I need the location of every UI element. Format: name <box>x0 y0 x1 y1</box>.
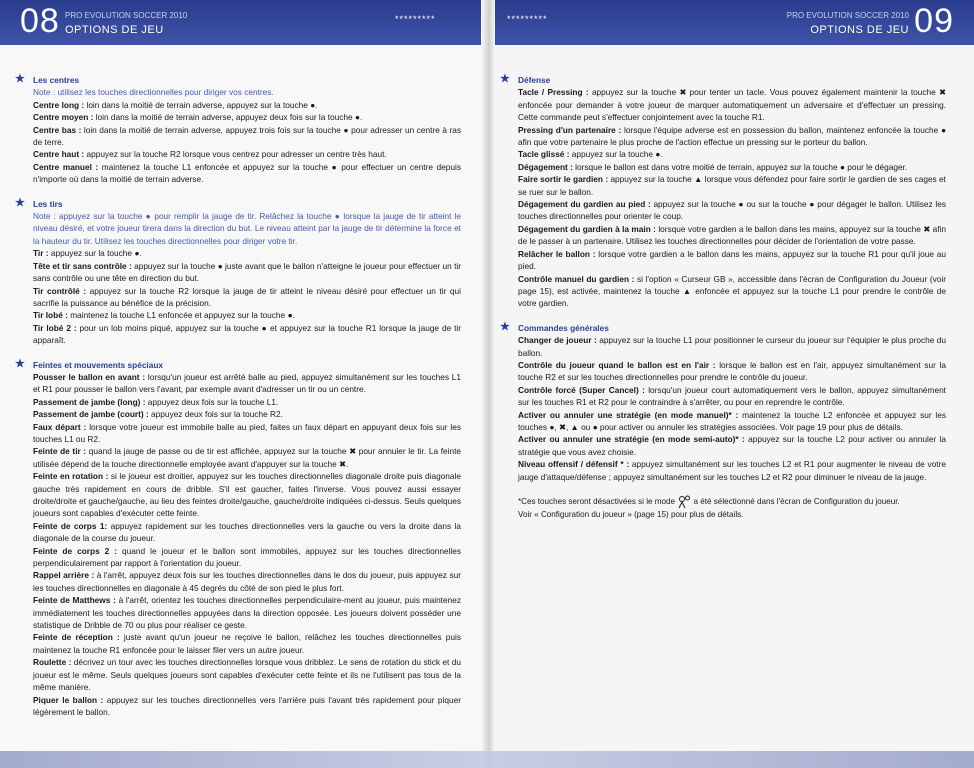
control-text: appuyez deux fois sur la touche L1. <box>145 396 279 407</box>
section-heading-text: Défense <box>518 75 551 85</box>
star-icon: ★ <box>15 196 25 209</box>
control-text: à l'arrêt, appuyez deux fois sur les touches directionnelles dans le dos du joueur, puis appuyez sur les touches directionnelles en diagonale à 45 degrés du côté de son pied le plus fort. <box>33 570 461 593</box>
sections_right-section <box>500 73 946 310</box>
control-text: lorsque votre gardien a le ballon dans les mains, appuyez sur la touche ✖ afin de le passer à un partenaire. Utilisez les touches directionnelles pour décider de l'orientation de votre passe. <box>518 223 946 247</box>
control-text: loin dans la moitié de terrain adverse, appuyez deux fois sur la touche ●. <box>93 112 363 123</box>
section-heading-text: Feintes et mouvements spéciaux <box>33 359 164 370</box>
control-label: Centre haut : <box>33 149 85 160</box>
control-label: Feinte de corps 2 : <box>33 545 118 556</box>
control-description <box>33 656 461 693</box>
control-description <box>33 470 461 520</box>
control-text: lorsque votre joueur est immobile balle au pied, faites un faux départ en appuyant deux fois sur les touches L1 ou R2. <box>33 421 461 444</box>
section-heading-text: Les tirs <box>33 198 63 209</box>
control-label: Passement de jambe (court) : <box>33 409 149 420</box>
section-heading <box>15 73 461 86</box>
control-label: Centre manuel : <box>33 161 99 172</box>
control-text: appuyez deux fois sur la touche R2. <box>148 409 283 420</box>
control-description <box>33 260 461 285</box>
control-description <box>33 694 461 719</box>
control-text: si l'option « Curseur GB », accessible dans l'écran de Configuration du Joueur (voir page 15), est activée, maintenez la touche ▲ enfoncée et appuyez sur la touche L1 pour prendre le contrôle de votre gardien. <box>518 273 946 309</box>
control-label: Tir : <box>33 248 49 259</box>
control-text: appuyez sur les touches directionnelles vers l'arrière puis l'avant très rapidement pour piquer légèrement le ballon. <box>33 694 461 717</box>
control-description <box>33 111 461 123</box>
left-series-label: PRO EVOLUTION SOCCER 2010 <box>65 11 188 20</box>
right-header-bar <box>487 0 974 45</box>
section-heading <box>500 73 946 86</box>
control-label: Feinte de Matthews : <box>33 595 116 606</box>
control-label: Tir lobé : <box>33 310 68 321</box>
control-description <box>33 161 461 186</box>
control-label: Faux départ : <box>33 421 87 432</box>
control-description <box>33 421 461 446</box>
control-label: Pousser le ballon en avant : <box>33 371 146 382</box>
control-text: appuyez sur la touche ● ou sur la touche ● pour dégager le ballon. Utilisez les touches directionnelles pour orienter le coup. <box>518 199 946 222</box>
footnote <box>518 495 946 521</box>
footnote-text-1a: *Ces touches seront désactivées si le mode <box>518 497 676 507</box>
control-description <box>518 148 946 160</box>
control-description <box>33 396 461 408</box>
control-text: lorsqu'un joueur est arrêté balle au pied, appuyez simultanément sur les touches L1 et R1 pour pousser le ballon vers l'avant, par exemple avant d'adresser un tir ou un centre. <box>33 371 461 395</box>
control-description <box>33 99 461 111</box>
control-text: juste avant qu'un joueur ne reçoive le ballon, relâchez les touches directionnelles puis maintenez la touche R1 enfoncée pour le laisser filer vers un autre joueur. <box>33 632 462 655</box>
control-description <box>33 520 461 545</box>
control-description <box>518 248 946 273</box>
control-text: maintenez la touche L2 enfoncée et appuyez sur les touches ●, ✖, ▲ ou ● pour activer ou annuler les stratégies associées. Voir page 19 pour plus de détails. <box>518 409 947 432</box>
left-page-number: 08 <box>20 2 60 40</box>
page-gutter <box>481 0 495 768</box>
control-description <box>518 273 946 310</box>
control-label: Activer ou annuler une stratégie (en mode manuel)* : <box>518 409 739 420</box>
control-text: appuyez sur la touche ✖ pour tenter un tacle. Vous pouvez également maintenir la touche ✖ enfoncée pour demander à votre joueur de marquer automatiquement un adversaire et d'effectuer un pressing. Cette commande peut s'effectuer conjointement avec la touche R1. <box>518 87 946 123</box>
control-description <box>33 124 461 149</box>
star-icon: ★ <box>500 320 510 333</box>
control-label: Rappel arrière : <box>33 570 95 581</box>
control-description <box>518 384 946 409</box>
control-text: lorsque le ballon est en l'air, appuyez simultanément sur la touche R2 et sur les touches directionnelles pour prendre le contrôle du joueur. <box>518 359 946 383</box>
sections_left-section <box>15 73 461 186</box>
control-text: maintenez la touche L1 enfoncée et appuyez sur la touche ●. <box>67 310 295 321</box>
control-text: à l'arrêt, orientez les touches directionnelles perpendiculaire-ment au joueur, puis maintenez immédiatement les touches directionnelles appuyées dans la direction opposée. Les joueurs doivent posséder une statistique de Dribble de 70 ou plus pour réaliser ce geste. <box>33 595 461 631</box>
control-text: appuyez sur la touche ●. <box>569 149 663 160</box>
control-description <box>33 148 461 160</box>
section-note: Note : utilisez les touches directionnelles pour diriger vos centres. <box>33 87 274 98</box>
control-text: décrivez un tour avec les touches directionnelles lorsque vous dribblez. Le sens de rotation du stick et du joueur est le même. Seuls quelques joueurs sont capables d'exécuter cette feinte et ils ne l'utilisent pas tous de la même manière. <box>33 657 461 693</box>
star-icon: ★ <box>15 357 25 370</box>
left-content-column <box>15 73 462 730</box>
left-stars: ********* <box>395 14 436 24</box>
section-heading <box>15 357 461 371</box>
control-description <box>33 309 461 321</box>
footnote-text-1b: a été sélectionné dans l'écran de Configuration du joueur. <box>691 497 900 507</box>
control-description <box>33 594 461 631</box>
control-label: Contrôle manuel du gardien : <box>518 273 635 284</box>
control-label: Tir lobé 2 : <box>33 322 77 333</box>
control-text: lorsque l'équipe adverse est en possession du ballon, maintenez enfoncée la touche ● afin que votre partenaire le plus proche de l'action effectue un pressing sur le porteur du ballon. <box>518 124 946 148</box>
control-label: Feinte en rotation : <box>33 471 109 482</box>
control-label: Dégagement : <box>518 161 573 172</box>
control-description <box>33 408 461 420</box>
control-text: lorsqu'un joueur court automatiquement vers le ballon, appuyez simultanément sur les touches R1 et R2 pour le contraindre à s'arrêter, ou pour en reprendre le contrôle. <box>518 384 946 408</box>
control-description <box>518 223 946 248</box>
control-description <box>518 433 946 458</box>
right-page-number: 09 <box>914 2 954 40</box>
control-text: appuyez simultanément sur les touches L2 et R1 pour augmenter le niveau de votre jauge d'attaque/défense ; appuyez simultanément sur les touches L2 et R2 pour diminuer le niveau de la jauge. <box>518 459 946 482</box>
right-series-label: PRO EVOLUTION SOCCER 2010 <box>786 11 909 20</box>
control-description <box>33 247 461 259</box>
control-label: Feinte de tir : <box>33 446 87 457</box>
control-text: appuyez rapidement sur les touches directionnelles vers la gauche ou vers la droite dans la diagonale de la course du joueur. <box>33 520 461 544</box>
control-label: Centre long : <box>33 99 85 110</box>
right-content-column <box>500 73 947 521</box>
section-heading-text: Commandes générales <box>518 322 609 333</box>
control-label: Roulette : <box>33 657 72 668</box>
control-label: Feinte de réception : <box>33 632 120 643</box>
control-text: maintenez la touche L1 enfoncée et appuyez sur la touche ● pour effectuer un centre depuis n'importe où dans la moitié de terrain adverse. <box>33 161 461 185</box>
sections_left-section <box>15 357 462 719</box>
control-label: Contrôle du joueur quand le ballon est en l'air : <box>518 359 716 370</box>
control-label: Niveau offensif / défensif * : <box>518 459 630 470</box>
control-label: Piquer le ballon : <box>33 694 104 705</box>
sections_right-section <box>500 320 947 483</box>
section-heading <box>500 320 946 334</box>
control-text: appuyez sur la touche ● juste avant que le ballon n'atteigne le joueur pour effectuer un tir sans contrôle ou une tête en direction du but. <box>33 260 461 284</box>
control-label: Tête et tir sans contrôle : <box>33 260 132 271</box>
player-mode-icon <box>677 495 691 509</box>
control-description <box>518 161 946 173</box>
control-label: Dégagement du gardien à la main : <box>518 223 656 234</box>
star-icon: ★ <box>15 73 25 85</box>
page-footer-band <box>0 751 974 768</box>
control-description <box>33 569 461 594</box>
control-label: Pressing d'un partenaire : <box>518 124 622 135</box>
control-label: Dégagement du gardien au pied : <box>518 199 651 210</box>
control-description <box>33 631 461 656</box>
control-text: si le joueur est droitier, appuyez sur les touches directionnelles diagonale droite puis diagonale gauche très rapidement en cours de dribble. S'il est gaucher, faites l'inverse. Vous pouvez aussi essayer droite/droite et gauche/gauche, au lieu des feintes droite/gauche, gauche/droite indiquées ci-dessus. Seuls quelques joueurs sont capables d'exécuter cette feinte. <box>33 471 461 519</box>
section-heading <box>15 196 461 210</box>
left-section-title: OPTIONS DE JEU <box>65 24 164 36</box>
control-text: loin dans la moitié de terrain adverse, appuyez sur la touche ●. <box>84 99 318 110</box>
control-text: pour un lob moins piqué, appuyez sur la touche ● et appuyez sur la touche R1 lorsque la jauge de tir apparaît. <box>33 322 461 346</box>
control-label: Centre moyen : <box>33 112 94 123</box>
control-text: appuyez sur la touche ▲ lorsque vous défendez pour faire sortir le gardien de ses cages et se ruer sur le ballon. <box>518 174 946 197</box>
control-description <box>33 322 461 347</box>
control-description <box>33 371 461 396</box>
section-heading-text: Les centres <box>33 75 80 85</box>
sections_left-section <box>15 196 461 347</box>
control-label: Activer ou annuler une stratégie (en mode semi-auto)* : <box>518 434 745 445</box>
right-stars: ********* <box>507 14 548 24</box>
control-description <box>518 409 946 434</box>
control-label: Tacle glissé : <box>518 149 570 160</box>
control-description <box>518 124 946 149</box>
control-text: appuyez sur la touche ●. <box>48 248 142 259</box>
control-text: lorsque le ballon est dans votre moitié de terrain, appuyez sur la touche ● pour le dégager. <box>572 161 908 172</box>
control-description <box>518 359 946 384</box>
control-label: Tacle / Pressing : <box>518 87 589 98</box>
section-note: Note : appuyez sur la touche ● pour remplir la jauge de tir. Relâchez la touche ● lorsque la jauge de tir atteint le niveau désiré, et votre joueur tirera dans la direction du but. Le niveau atteint par la jauge de tir détermine la force et la hauteur du tir. Utilisez les touches directionnelles pour diriger votre tir. <box>33 211 461 246</box>
control-description <box>33 445 461 470</box>
control-text: loin dans la moitié de terrain adverse, appuyez trois fois sur la touche ● pour adresser un centre à ras de terre. <box>33 124 461 148</box>
left-header-bar <box>0 0 487 45</box>
control-label: Relâcher le ballon : <box>518 248 596 259</box>
control-description <box>518 198 946 223</box>
control-text: appuyez sur la touche L1 pour positionner le curseur du joueur sur l'équipier le plus proche du ballon. <box>518 335 946 358</box>
control-label: Faire sortir le gardien : <box>518 174 609 185</box>
control-label: Changer de joueur : <box>518 335 597 346</box>
footnote-text-2: Voir « Configuration du joueur » (page 15) pour plus de détails. <box>518 510 744 519</box>
control-text: appuyez sur la touche L2 pour activer ou annuler la stratégie que vous avez choisie. <box>518 434 947 457</box>
star-icon: ★ <box>500 73 510 85</box>
control-label: Feinte de corps 1: <box>33 520 108 531</box>
control-description <box>518 334 946 359</box>
control-description <box>518 458 946 483</box>
control-text: appuyez sur la touche R2 lorsque vous centrez pour adresser un centre très haut. <box>84 149 387 160</box>
control-text: appuyez sur la touche R2 lorsque la jauge de tir atteint le niveau désiré pour effectuer un tir qui sacrifie la puissance au bénéfice de la précision. <box>33 285 461 308</box>
control-text: quand le joueur et le ballon sont immobiles, appuyez sur les touches directionnelles perpendiculairement par rapport à l'orientation du joueur. <box>33 545 461 569</box>
control-label: Tir contrôlé : <box>33 285 87 296</box>
control-label: Passement de jambe (long) : <box>33 396 146 407</box>
control-description <box>33 285 461 310</box>
control-description <box>518 86 946 123</box>
right-section-title: OPTIONS DE JEU <box>810 24 909 36</box>
control-label: Centre bas : <box>33 124 82 135</box>
control-text: lorsque votre gardien a le ballon dans les mains, appuyez sur la touche R1 pour qu'il joue au pied. <box>518 248 946 272</box>
control-text: quand la jauge de passe ou de tir est affichée, appuyez sur la touche ✖ pour annuler le tir. La feinte utilisée dépend de la touche directionnelle employée avant d'appuyer sur la touche ✖. <box>33 446 462 469</box>
control-description <box>518 173 946 198</box>
control-description <box>33 545 461 570</box>
right-page <box>487 0 974 768</box>
control-label: Contrôle forcé (Super Cancel) : <box>518 384 645 395</box>
